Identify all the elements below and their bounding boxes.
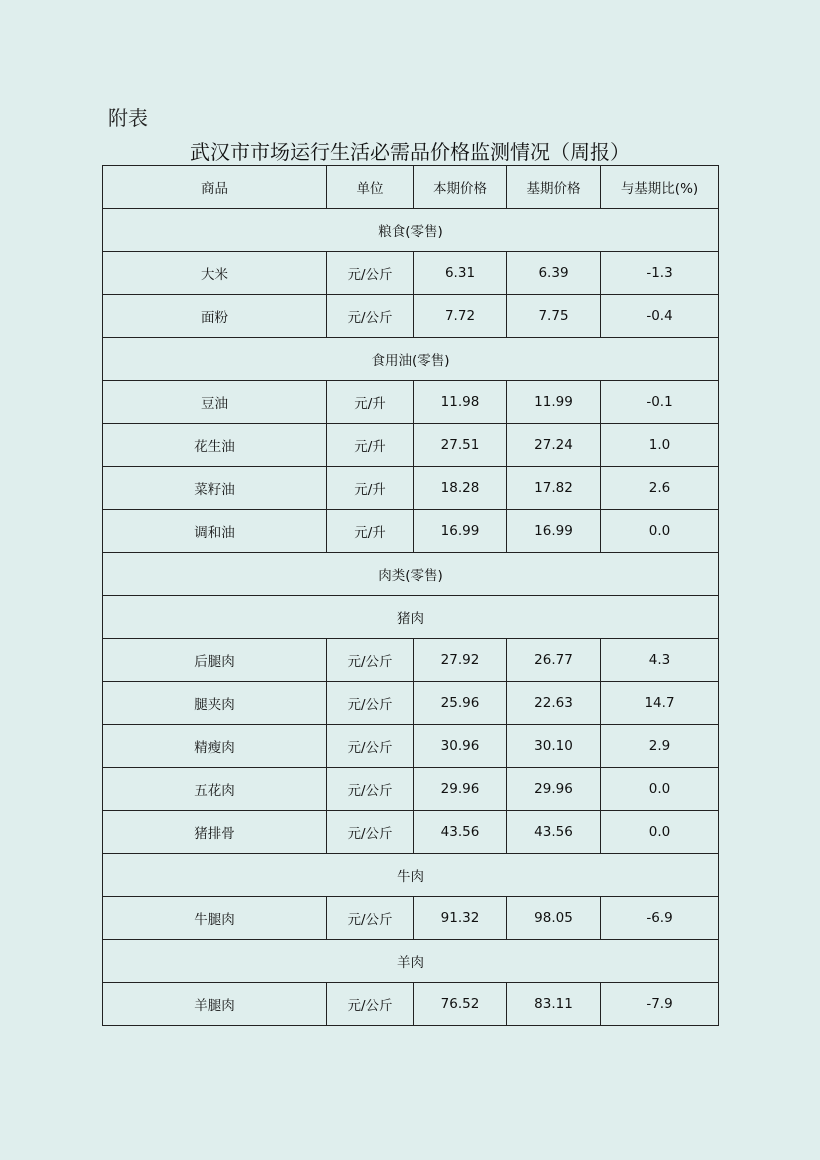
section-label: 肉类(零售) (103, 553, 719, 596)
header-change-percent: 与基期比(%) (601, 166, 719, 209)
change-percent-cell: 0.0 (601, 510, 719, 553)
section-row (103, 553, 719, 596)
current-price-cell: 30.96 (414, 725, 507, 768)
base-price-cell: 22.63 (507, 682, 601, 725)
unit-cell: 元/公斤 (327, 811, 414, 854)
section-row (103, 209, 719, 252)
section-label: 牛肉 (103, 854, 719, 897)
change-percent-cell: 1.0 (601, 424, 719, 467)
change-percent-cell: 0.0 (601, 811, 719, 854)
change-percent-cell: -0.1 (601, 381, 719, 424)
change-percent-cell: 2.9 (601, 725, 719, 768)
unit-cell: 元/公斤 (327, 768, 414, 811)
section-row (103, 940, 719, 983)
table-row (103, 381, 719, 424)
commodity-cell: 精瘦肉 (103, 725, 327, 768)
commodity-cell: 调和油 (103, 510, 327, 553)
unit-cell: 元/公斤 (327, 682, 414, 725)
base-price-cell: 6.39 (507, 252, 601, 295)
table-row (103, 682, 719, 725)
commodity-cell: 豆油 (103, 381, 327, 424)
change-percent-cell: 0.0 (601, 768, 719, 811)
table-row (103, 897, 719, 940)
commodity-cell: 猪排骨 (103, 811, 327, 854)
section-label: 羊肉 (103, 940, 719, 983)
unit-cell: 元/升 (327, 510, 414, 553)
table-row (103, 768, 719, 811)
table-row (103, 510, 719, 553)
base-price-cell: 16.99 (507, 510, 601, 553)
header-unit: 单位 (327, 166, 414, 209)
header-commodity: 商品 (103, 166, 327, 209)
commodity-cell: 五花肉 (103, 768, 327, 811)
change-percent-cell: 14.7 (601, 682, 719, 725)
base-price-cell: 26.77 (507, 639, 601, 682)
unit-cell: 元/升 (327, 467, 414, 510)
current-price-cell: 11.98 (414, 381, 507, 424)
price-monitoring-table (102, 165, 719, 1026)
current-price-cell: 16.99 (414, 510, 507, 553)
table-header-row (103, 166, 719, 209)
current-price-cell: 91.32 (414, 897, 507, 940)
current-price-cell: 18.28 (414, 467, 507, 510)
base-price-cell: 11.99 (507, 381, 601, 424)
base-price-cell: 30.10 (507, 725, 601, 768)
unit-cell: 元/升 (327, 381, 414, 424)
table-row (103, 424, 719, 467)
base-price-cell: 7.75 (507, 295, 601, 338)
unit-cell: 元/升 (327, 424, 414, 467)
commodity-cell: 羊腿肉 (103, 983, 327, 1026)
base-price-cell: 83.11 (507, 983, 601, 1026)
current-price-cell: 6.31 (414, 252, 507, 295)
change-percent-cell: -1.3 (601, 252, 719, 295)
table-row (103, 811, 719, 854)
section-row (103, 596, 719, 639)
section-label: 粮食(零售) (103, 209, 719, 252)
page-title: 武汉市市场运行生活必需品价格监测情况（周报） (190, 140, 630, 164)
current-price-cell: 76.52 (414, 983, 507, 1026)
change-percent-cell: 2.6 (601, 467, 719, 510)
table-body (103, 209, 719, 1026)
table-row (103, 725, 719, 768)
table-row (103, 639, 719, 682)
table-row (103, 295, 719, 338)
unit-cell: 元/公斤 (327, 983, 414, 1026)
base-price-cell: 43.56 (507, 811, 601, 854)
change-percent-cell: -7.9 (601, 983, 719, 1026)
commodity-cell: 大米 (103, 252, 327, 295)
unit-cell: 元/公斤 (327, 252, 414, 295)
section-label: 食用油(零售) (103, 338, 719, 381)
commodity-cell: 花生油 (103, 424, 327, 467)
section-label: 猪肉 (103, 596, 719, 639)
unit-cell: 元/公斤 (327, 897, 414, 940)
unit-cell: 元/公斤 (327, 295, 414, 338)
change-percent-cell: -0.4 (601, 295, 719, 338)
appendix-label: 附表 (108, 106, 148, 130)
current-price-cell: 27.92 (414, 639, 507, 682)
commodity-cell: 牛腿肉 (103, 897, 327, 940)
current-price-cell: 7.72 (414, 295, 507, 338)
current-price-cell: 43.56 (414, 811, 507, 854)
base-price-cell: 98.05 (507, 897, 601, 940)
current-price-cell: 29.96 (414, 768, 507, 811)
current-price-cell: 27.51 (414, 424, 507, 467)
base-price-cell: 27.24 (507, 424, 601, 467)
base-price-cell: 17.82 (507, 467, 601, 510)
table-row (103, 252, 719, 295)
commodity-cell: 后腿肉 (103, 639, 327, 682)
change-percent-cell: 4.3 (601, 639, 719, 682)
table-row (103, 467, 719, 510)
section-row (103, 338, 719, 381)
unit-cell: 元/公斤 (327, 639, 414, 682)
section-row (103, 854, 719, 897)
change-percent-cell: -6.9 (601, 897, 719, 940)
header-base-price: 基期价格 (507, 166, 601, 209)
commodity-cell: 腿夹肉 (103, 682, 327, 725)
current-price-cell: 25.96 (414, 682, 507, 725)
commodity-cell: 面粉 (103, 295, 327, 338)
table-row (103, 983, 719, 1026)
unit-cell: 元/公斤 (327, 725, 414, 768)
header-current-price: 本期价格 (414, 166, 507, 209)
base-price-cell: 29.96 (507, 768, 601, 811)
commodity-cell: 菜籽油 (103, 467, 327, 510)
